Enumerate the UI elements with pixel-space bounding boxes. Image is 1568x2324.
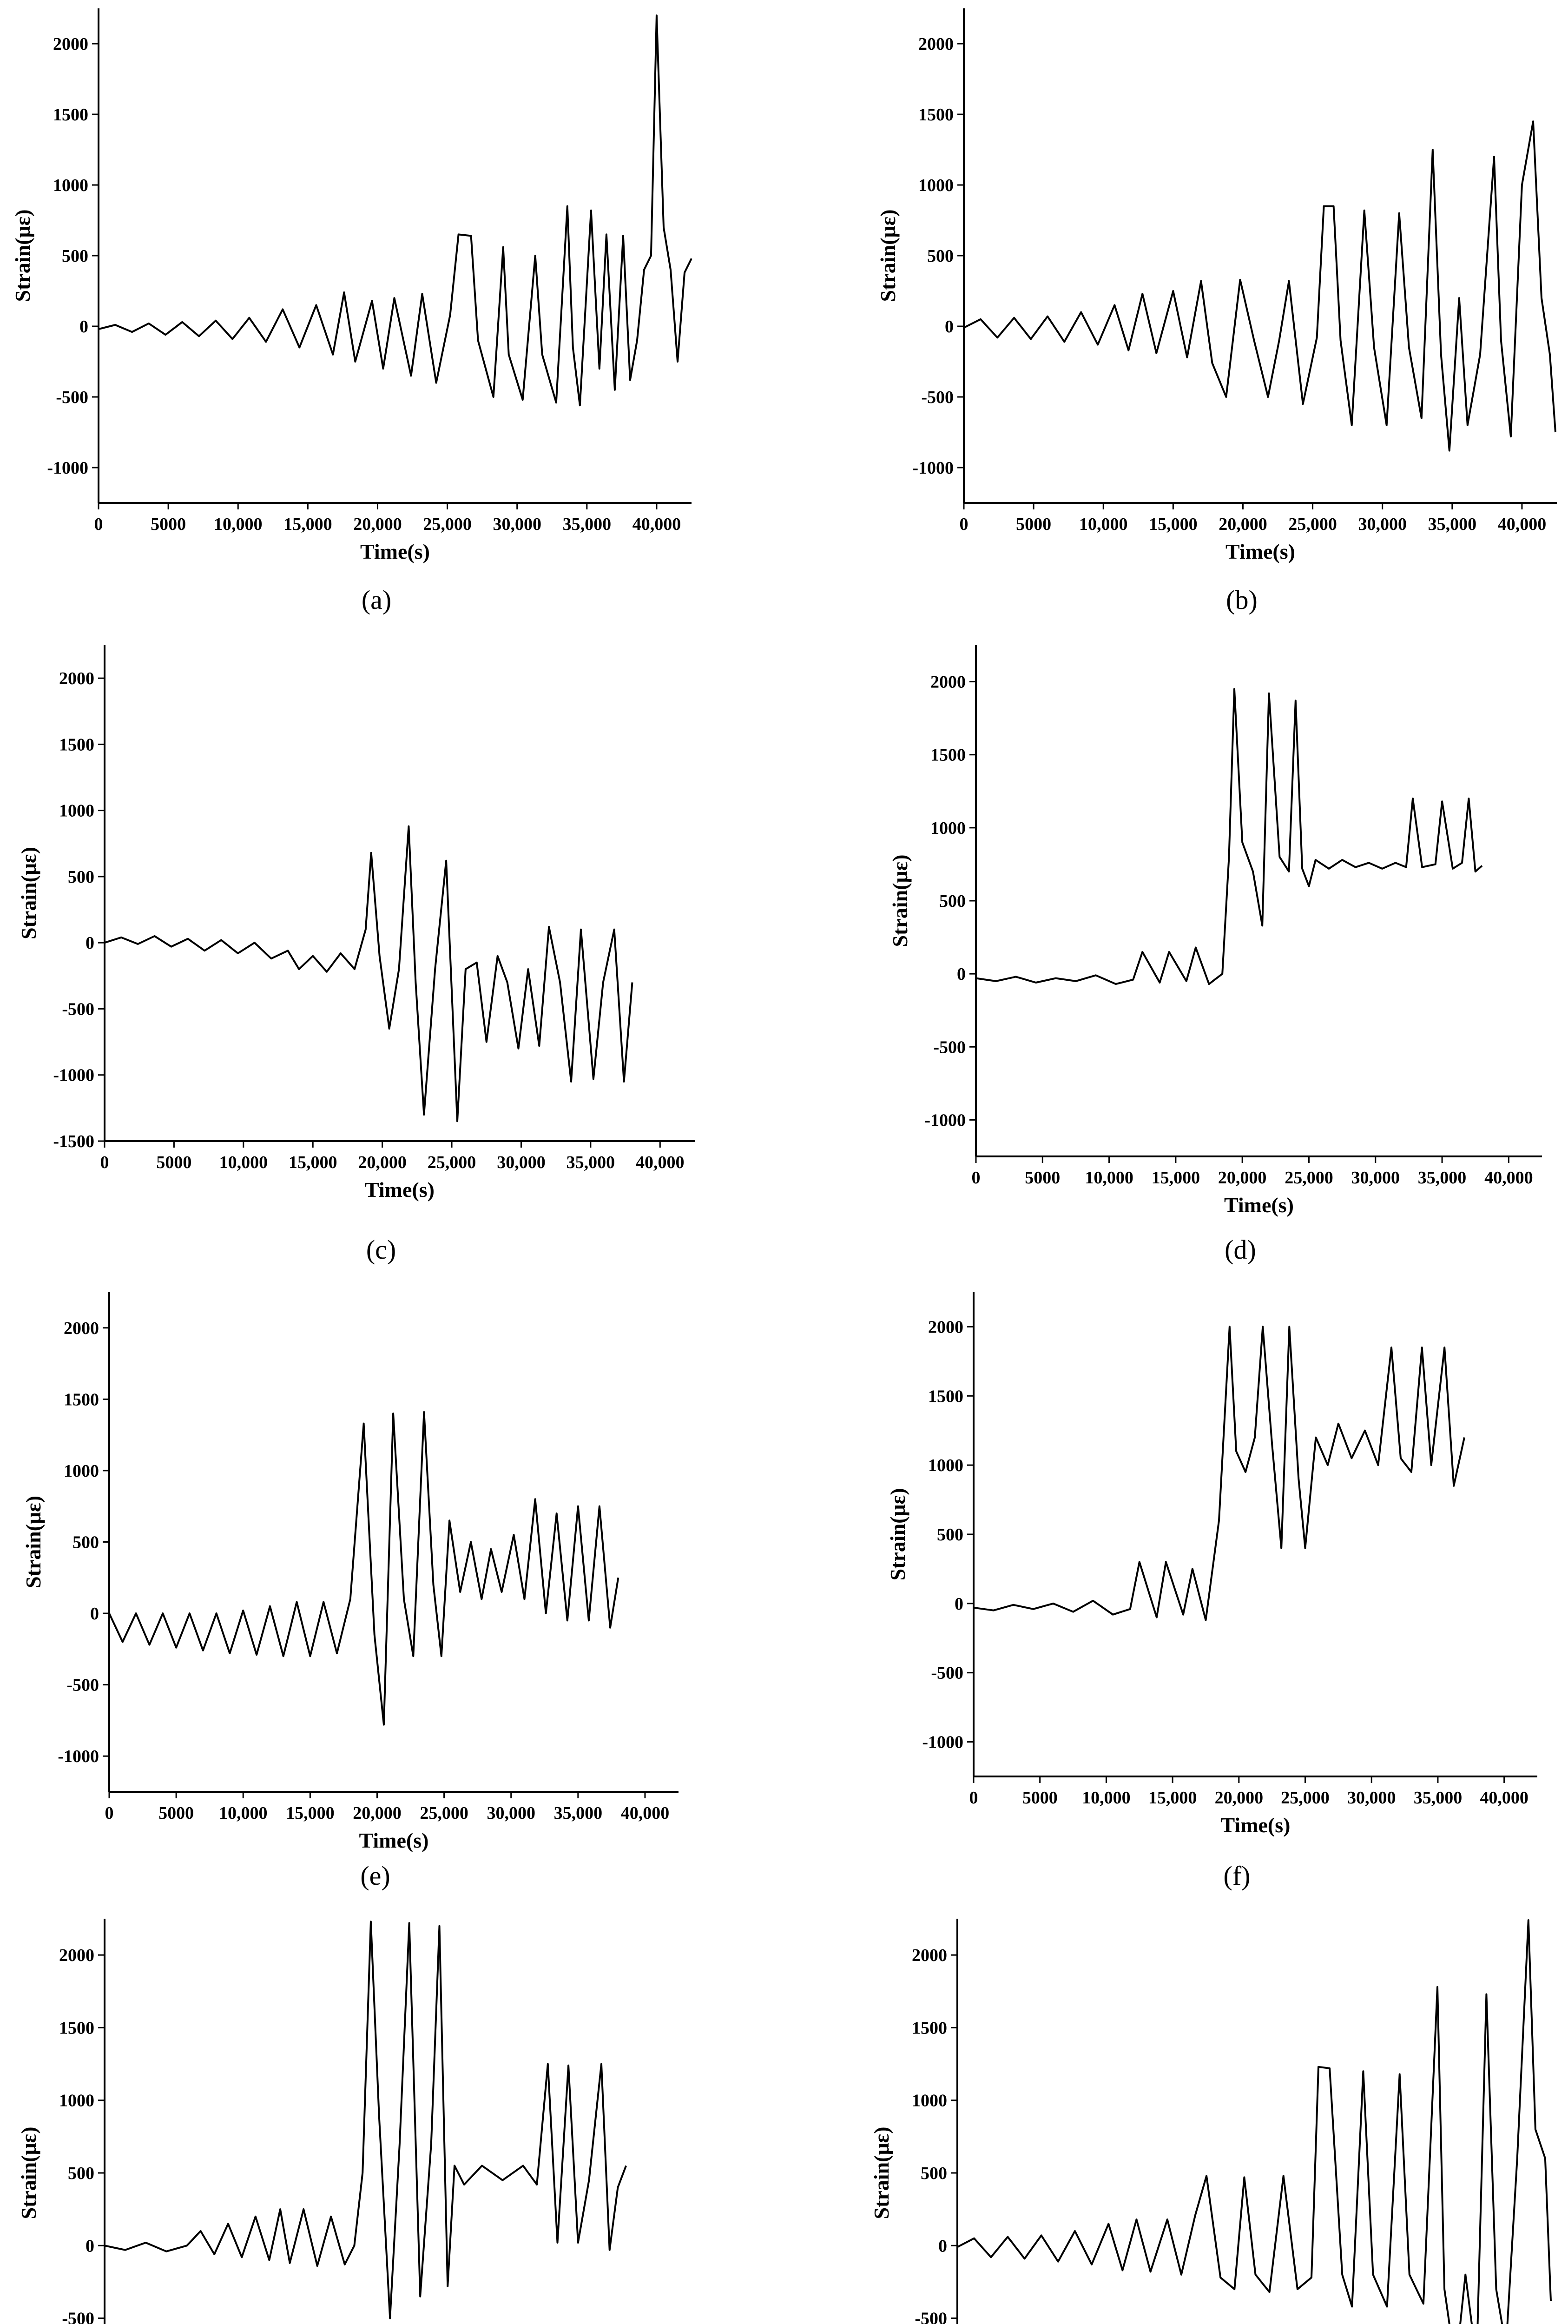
- x-tick-label: 35,000: [553, 1803, 603, 1823]
- x-tick-label: 10,000: [1085, 1168, 1133, 1188]
- y-tick-label: -500: [933, 1037, 966, 1057]
- y-tick-label: 1000: [928, 1456, 963, 1476]
- y-axis-label: Strain(με): [11, 209, 34, 302]
- x-tick-label: 25,000: [427, 1153, 476, 1172]
- y-tick-label: 500: [937, 1525, 963, 1545]
- y-tick-label: 0: [945, 317, 954, 337]
- y-axis-label: Strain(με): [888, 854, 912, 947]
- x-axis-label: Time(s): [1224, 1193, 1294, 1217]
- x-tick-label: 40,000: [620, 1803, 670, 1823]
- series-line: [109, 1412, 618, 1725]
- x-tick-label: 35,000: [1428, 515, 1477, 534]
- series-line: [964, 121, 1555, 450]
- y-tick-label: 1000: [930, 818, 966, 838]
- x-tick-label: 15,000: [1148, 1788, 1197, 1808]
- x-axis-label: Time(s): [1225, 540, 1295, 563]
- y-tick-label: 2000: [912, 1946, 947, 1966]
- series-line: [974, 1327, 1464, 1620]
- panel-caption: (b): [1226, 585, 1258, 615]
- x-tick-label: 30,000: [497, 1153, 546, 1172]
- y-tick-label: 2000: [918, 34, 954, 54]
- y-tick-label: 2000: [53, 34, 88, 54]
- x-tick-label: 25,000: [1288, 515, 1337, 534]
- y-tick-label: 1500: [930, 745, 966, 765]
- series-line: [105, 1921, 626, 2318]
- y-tick-label: 0: [955, 1594, 963, 1614]
- y-tick-label: 500: [68, 2164, 94, 2183]
- x-tick-label: 0: [971, 1168, 981, 1188]
- y-tick-label: 1500: [53, 105, 88, 125]
- x-tick-label: 20,000: [1219, 515, 1267, 534]
- x-tick-label: 40,000: [1480, 1788, 1528, 1808]
- y-axis-label: Strain(με): [886, 1488, 909, 1581]
- x-tick-label: 35,000: [1413, 1788, 1463, 1808]
- y-tick-label: 2000: [59, 669, 94, 689]
- x-tick-label: 40,000: [632, 515, 681, 534]
- x-tick-label: 25,000: [1281, 1788, 1330, 1808]
- x-tick-label: 5000: [156, 1153, 192, 1172]
- x-tick-label: 20,000: [353, 515, 402, 534]
- y-tick-label: 500: [68, 867, 94, 887]
- chart-panel-b: [876, 8, 1557, 615]
- y-tick-label: -500: [915, 2309, 947, 2324]
- y-tick-label: 2000: [59, 1946, 94, 1966]
- panel-caption: (d): [1225, 1235, 1256, 1265]
- chart-panel-c: [17, 645, 695, 1265]
- y-axis-label: Strain(με): [17, 846, 40, 940]
- chart-panel-g: [17, 1919, 688, 2324]
- x-tick-label: 0: [969, 1788, 978, 1808]
- chart-panel-e: [21, 1292, 679, 1891]
- x-tick-label: 30,000: [493, 515, 541, 534]
- x-tick-label: 25,000: [420, 1803, 468, 1823]
- y-tick-label: 1500: [918, 105, 954, 125]
- y-tick-label: 500: [62, 246, 88, 266]
- x-tick-label: 40,000: [1484, 1168, 1533, 1188]
- y-tick-label: 1500: [59, 2018, 94, 2038]
- y-tick-label: 500: [72, 1532, 99, 1552]
- y-tick-label: 500: [927, 246, 954, 266]
- x-tick-label: 5000: [1022, 1788, 1058, 1808]
- x-tick-label: 30,000: [487, 1803, 535, 1823]
- x-tick-label: 10,000: [219, 1153, 268, 1172]
- x-tick-label: 20,000: [1218, 1168, 1267, 1188]
- y-tick-label: 1000: [59, 2091, 94, 2111]
- x-tick-label: 35,000: [1417, 1168, 1467, 1188]
- x-tick-label: 0: [100, 1153, 109, 1172]
- panel-caption: (f): [1223, 1861, 1251, 1891]
- y-tick-label: 1500: [912, 2018, 947, 2038]
- x-tick-label: 0: [94, 515, 103, 534]
- y-tick-label: 500: [939, 891, 966, 911]
- panel-caption: (c): [366, 1235, 396, 1265]
- x-tick-label: 30,000: [1358, 515, 1407, 534]
- y-tick-label: -1000: [912, 458, 954, 478]
- y-tick-label: 0: [938, 2236, 947, 2256]
- x-tick-label: 10,000: [213, 515, 263, 534]
- x-tick-label: 5000: [1025, 1168, 1061, 1188]
- y-tick-label: 1500: [928, 1386, 963, 1406]
- y-tick-label: 0: [90, 1604, 99, 1624]
- y-axis-label: Strain(με): [17, 2126, 40, 2219]
- y-tick-label: 0: [79, 317, 88, 337]
- y-axis-label: Strain(με): [21, 1495, 45, 1589]
- x-tick-label: 20,000: [353, 1803, 402, 1823]
- y-tick-label: -1000: [53, 1065, 94, 1085]
- chart-panel-h: [870, 1919, 1552, 2324]
- x-tick-label: 30,000: [1347, 1788, 1396, 1808]
- chart-panel-a: [11, 8, 692, 615]
- y-tick-label: 0: [86, 933, 94, 953]
- x-tick-label: 15,000: [288, 1153, 337, 1172]
- x-tick-label: 10,000: [1082, 1788, 1131, 1808]
- y-tick-label: 0: [86, 2236, 94, 2256]
- y-tick-label: 500: [921, 2164, 947, 2183]
- x-tick-label: 25,000: [423, 515, 472, 534]
- x-tick-label: 25,000: [1285, 1168, 1333, 1188]
- y-tick-label: -500: [62, 999, 94, 1019]
- x-tick-label: 15,000: [1151, 1168, 1200, 1188]
- y-tick-label: 2000: [930, 672, 966, 692]
- y-tick-label: 0: [957, 964, 966, 984]
- y-tick-label: 1000: [918, 176, 954, 195]
- y-tick-label: -1000: [47, 458, 88, 478]
- x-tick-label: 0: [105, 1803, 114, 1823]
- x-tick-label: 10,000: [218, 1803, 268, 1823]
- y-tick-label: -500: [56, 388, 88, 407]
- x-tick-label: 5000: [151, 515, 186, 534]
- x-tick-label: 35,000: [566, 1153, 615, 1172]
- y-tick-label: -1000: [922, 1732, 963, 1752]
- panel-caption: (e): [360, 1861, 390, 1891]
- x-axis-label: Time(s): [365, 1178, 435, 1202]
- x-axis-label: Time(s): [360, 540, 430, 563]
- x-tick-label: 0: [959, 515, 968, 534]
- y-tick-label: -1000: [924, 1110, 966, 1130]
- x-tick-label: 30,000: [1351, 1168, 1400, 1188]
- y-axis-label: Strain(με): [870, 2126, 893, 2219]
- x-tick-label: 40,000: [636, 1153, 685, 1172]
- x-axis-label: Time(s): [359, 1829, 429, 1852]
- x-axis-label: Time(s): [1220, 1813, 1291, 1837]
- y-tick-label: 1000: [53, 176, 88, 195]
- x-tick-label: 20,000: [1214, 1788, 1264, 1808]
- chart-panel-f: [886, 1292, 1537, 1891]
- x-tick-label: 15,000: [283, 515, 332, 534]
- x-tick-label: 10,000: [1079, 515, 1128, 534]
- y-axis-label: Strain(με): [876, 209, 900, 302]
- x-tick-label: 20,000: [358, 1153, 407, 1172]
- panel-caption: (a): [361, 585, 392, 615]
- y-tick-label: -1000: [58, 1747, 99, 1767]
- y-tick-label: -500: [921, 388, 954, 407]
- x-tick-label: 35,000: [562, 515, 612, 534]
- x-tick-label: 5000: [1016, 515, 1052, 534]
- y-tick-label: -500: [931, 1663, 963, 1683]
- series-line: [99, 15, 692, 405]
- y-tick-label: 1000: [59, 801, 94, 821]
- y-tick-label: 2000: [64, 1318, 99, 1338]
- x-tick-label: 15,000: [286, 1803, 335, 1823]
- series-line: [957, 1920, 1551, 2324]
- y-tick-label: -500: [62, 2309, 94, 2324]
- series-line: [976, 689, 1482, 984]
- y-tick-label: 1500: [59, 735, 94, 755]
- y-tick-label: 2000: [928, 1317, 963, 1337]
- x-tick-label: 5000: [158, 1803, 194, 1823]
- x-tick-label: 40,000: [1497, 515, 1547, 534]
- y-tick-label: 1500: [64, 1390, 99, 1410]
- y-tick-label: 1000: [912, 2091, 947, 2111]
- series-line: [105, 826, 632, 1122]
- chart-panel-d: [888, 645, 1542, 1265]
- y-tick-label: -1500: [53, 1132, 94, 1151]
- y-tick-label: -500: [66, 1675, 99, 1695]
- y-tick-label: 1000: [64, 1461, 99, 1481]
- x-tick-label: 15,000: [1149, 515, 1198, 534]
